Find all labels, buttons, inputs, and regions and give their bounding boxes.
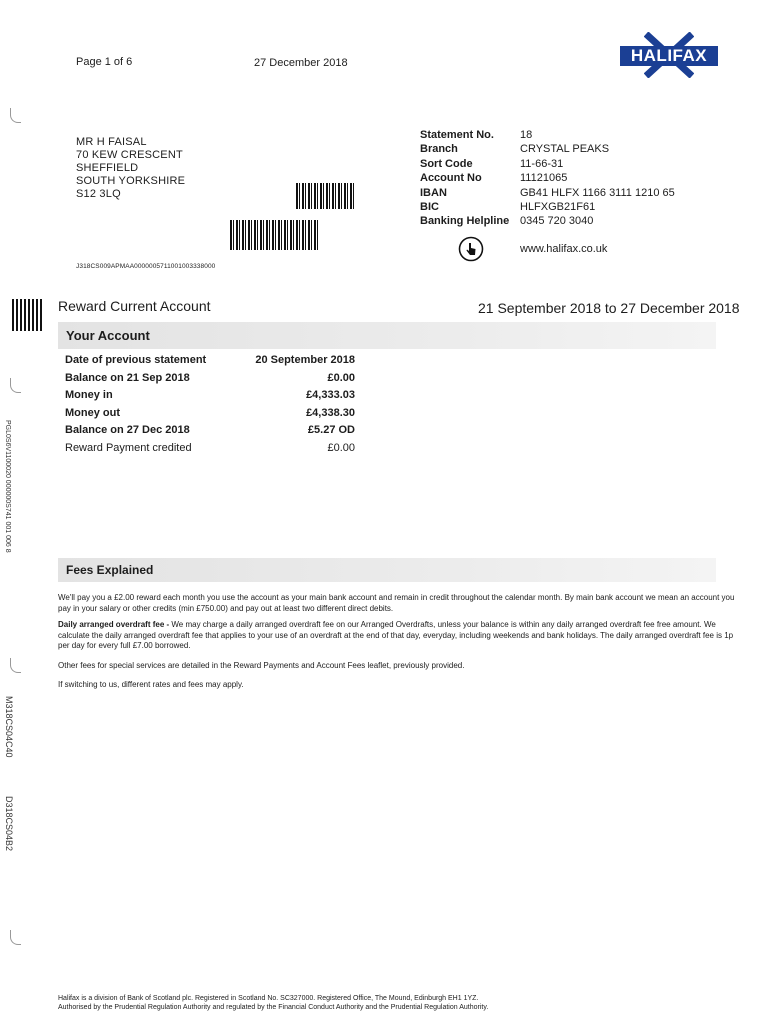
halifax-logo xyxy=(620,32,718,78)
summary-row xyxy=(65,440,355,458)
meta-value: GB41 HLFX 1166 3111 1210 65 xyxy=(520,186,675,199)
fees-paragraph-2-heading: Daily arranged overdraft fee - xyxy=(58,620,172,629)
meta-label: Sort Code xyxy=(420,157,473,170)
customer-address xyxy=(76,136,185,201)
summary-row xyxy=(65,387,355,405)
website-link[interactable]: www.halifax.co.uk xyxy=(520,243,608,255)
account-name: Reward Current Account xyxy=(58,298,211,314)
section-title: Your Account xyxy=(66,328,150,343)
statement-details xyxy=(420,128,690,229)
summary-label: Balance on 27 Dec 2018 xyxy=(65,424,190,437)
meta-row xyxy=(420,128,690,142)
meta-label: Account No xyxy=(420,172,482,185)
reference-code: J318CS009APMAA0000005711001003338000 xyxy=(76,263,216,270)
meta-row xyxy=(420,200,690,214)
meta-value: 11-66-31 xyxy=(520,157,564,170)
meta-label: Statement No. xyxy=(420,129,494,141)
page-info: Page 1 of 6 xyxy=(76,56,133,68)
account-summary xyxy=(65,352,355,458)
address-line: S12 3LQ xyxy=(76,188,121,200)
meta-row xyxy=(420,157,690,171)
statement-period: 21 September 2018 to 27 December 2018 xyxy=(478,300,740,316)
meta-value: 0345 720 3040 xyxy=(520,215,594,228)
summary-label: Balance on 21 Sep 2018 xyxy=(65,371,190,384)
margin-code-3: D318CS04B2 xyxy=(4,796,14,852)
qr-code xyxy=(12,299,42,331)
summary-label: Date of previous statement xyxy=(65,354,207,366)
postal-barcode xyxy=(296,183,356,209)
meta-row xyxy=(420,214,690,228)
meta-value: HLFXGB21F61 xyxy=(520,201,596,214)
fold-mark xyxy=(10,658,21,673)
meta-label: Banking Helpline xyxy=(420,215,510,228)
summary-row xyxy=(65,370,355,388)
meta-label: BIC xyxy=(420,201,439,214)
fees-paragraph-3: Other fees for special services are detailed in the Reward Payments and Account Fees leaflet, previously provided. xyxy=(58,661,465,670)
meta-row xyxy=(420,186,690,200)
address-line: 70 KEW CRESCENT xyxy=(76,149,183,161)
touch-icon xyxy=(458,236,484,267)
summary-value: £4,333.03 xyxy=(306,389,355,402)
meta-row xyxy=(420,171,690,185)
summary-value: £0.00 xyxy=(327,371,355,384)
summary-row xyxy=(65,405,355,423)
footer xyxy=(58,994,488,1012)
your-account-header xyxy=(58,322,716,349)
logo-text: HALIFAX xyxy=(630,46,708,65)
footer-line: Halifax is a division of Bank of Scotland plc. Registered in Scotland No. SC327000. Registered Office, The Mound, Edinburgh EH1 1YZ. xyxy=(58,995,479,1002)
fees-paragraph-4: If switching to us, different rates and fees may apply. xyxy=(58,680,244,689)
fees-title: Fees Explained xyxy=(66,563,154,577)
meta-value: 11121065 xyxy=(520,172,568,185)
summary-label: Money out xyxy=(65,406,120,419)
footer-line: Authorised by the Prudential Regulation Authority and regulated by the Financial Conduct Authority and the Prudential Regulation Authority. xyxy=(58,1004,489,1011)
meta-value: CRYSTAL PEAKS xyxy=(520,143,610,156)
fees-paragraph-1: We'll pay you a £2.00 reward each month you use the account as your main bank account and remain in credit throughout the calendar month. By main bank account we mean an account you pay in your salary or other credits (min £750.00) and pay out at least two different direct debits. xyxy=(58,593,735,613)
fold-mark xyxy=(10,108,21,123)
fees-paragraph-2 xyxy=(58,620,738,652)
summary-row xyxy=(65,352,355,370)
summary-value: 20 September 2018 xyxy=(255,354,355,366)
postal-barcode-2 xyxy=(230,220,318,250)
summary-value: £5.27 OD xyxy=(307,424,355,437)
fees-paragraph-2-body: We may charge a daily arranged overdraft fee on our Arranged Overdrafts, unless your balance is within any daily arranged overdraft fee free amount. We calculate the daily arranged overdraft fee that applies to your use of an overdraft at the end of that day, everyday, including weekends and bank holidays. The daily arranged overdraft fee is 1p per day for every full £7.00 borrowed. xyxy=(58,620,734,650)
summary-label: Money in xyxy=(65,389,113,402)
meta-value: 18 xyxy=(520,129,533,141)
summary-value: £4,338.30 xyxy=(306,406,355,419)
margin-code-2: M318CS04C40 xyxy=(4,696,14,758)
summary-value: £0.00 xyxy=(327,441,355,454)
fees-header xyxy=(58,558,716,582)
margin-code-1: PGL0S6V1100020 000000S741 001 006 8 xyxy=(4,420,11,553)
fold-mark xyxy=(10,930,21,945)
summary-row xyxy=(65,422,355,440)
address-line: SHEFFIELD xyxy=(76,162,139,174)
address-line: SOUTH YORKSHIRE xyxy=(76,175,186,187)
meta-label: IBAN xyxy=(420,186,447,199)
address-line: MR H FAISAL xyxy=(76,136,147,148)
meta-label: Branch xyxy=(420,143,458,156)
meta-row xyxy=(420,142,690,156)
statement-date: 27 December 2018 xyxy=(254,57,348,69)
fold-mark xyxy=(10,378,21,393)
summary-label: Reward Payment credited xyxy=(65,441,192,454)
